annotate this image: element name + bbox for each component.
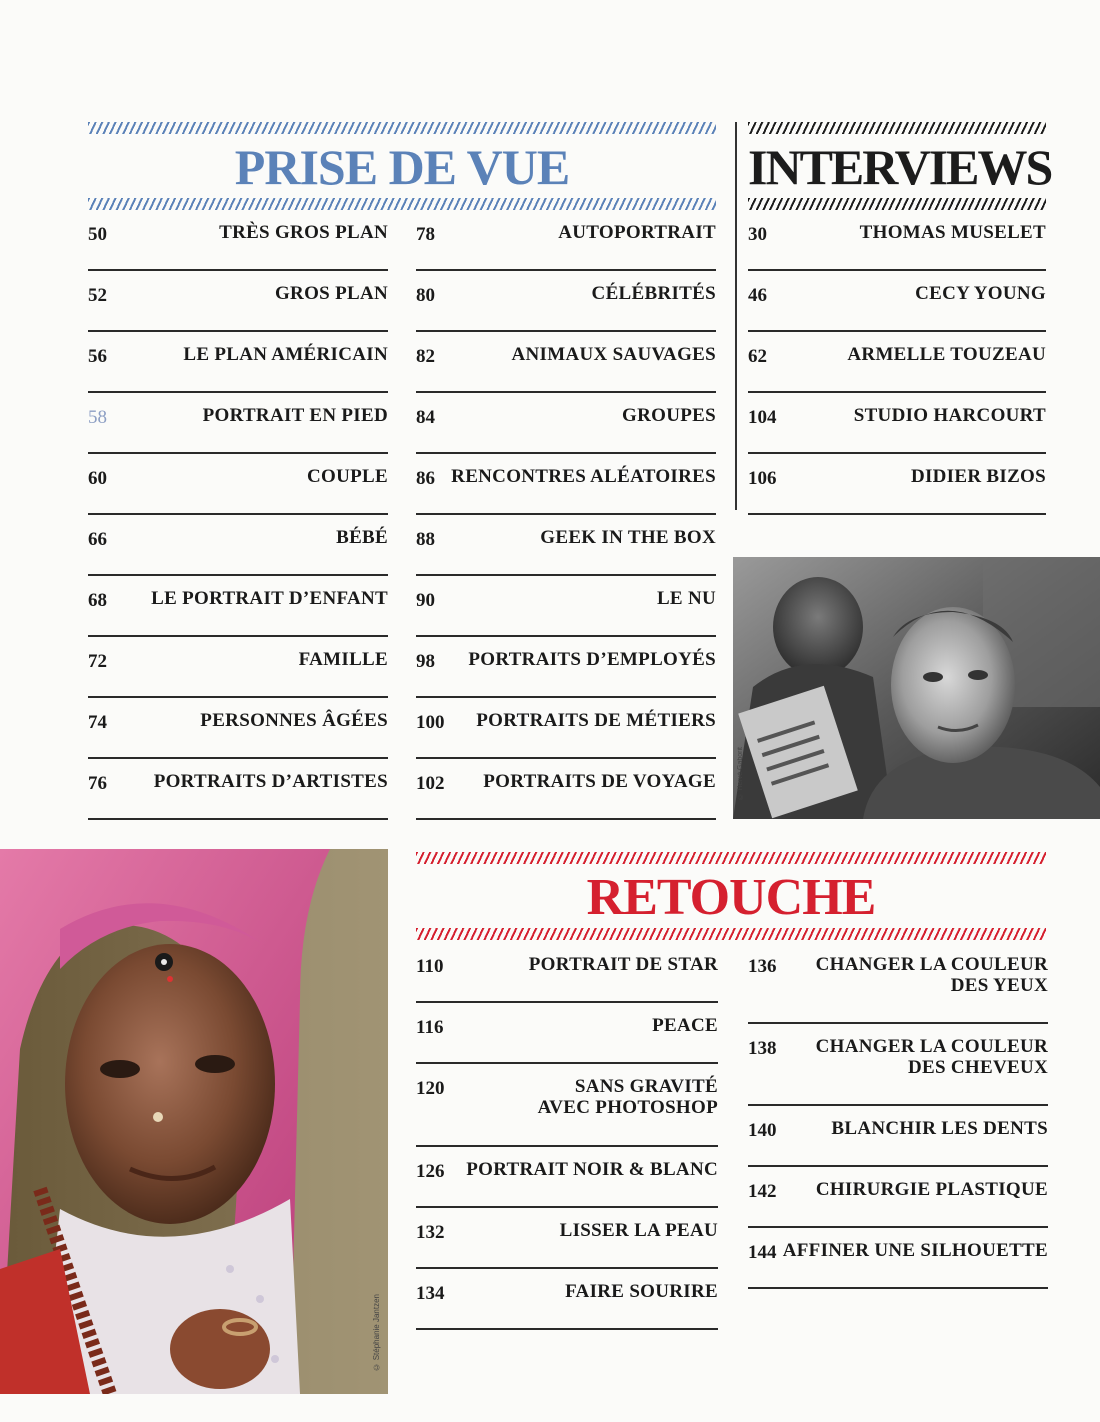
toc-entry[interactable] — [748, 210, 1046, 271]
page-number: 74 — [88, 712, 107, 733]
toc-entry[interactable] — [88, 454, 388, 515]
toc-entry[interactable] — [416, 332, 716, 393]
toc-entry[interactable] — [88, 271, 388, 332]
toc-entry[interactable] — [748, 1024, 1048, 1106]
toc-entry[interactable] — [416, 576, 716, 637]
page-number: 100 — [416, 712, 445, 733]
toc-entry[interactable] — [416, 393, 716, 454]
entry-title: ANIMAUX SAUVAGES — [511, 344, 716, 365]
prise-stripe-top — [88, 122, 716, 134]
entry-title: LISSER LA PEAU — [559, 1220, 718, 1241]
entry-title: SANS GRAVITÉ AVEC PHOTOSHOP — [537, 1076, 718, 1118]
prise-column-1 — [88, 210, 388, 820]
entry-title: COUPLE — [307, 466, 388, 487]
page-number: 78 — [416, 224, 435, 245]
toc-entry[interactable] — [748, 271, 1046, 332]
toc-entry[interactable] — [416, 759, 716, 820]
interviews-column — [748, 210, 1046, 515]
entry-title: PORTRAIT NOIR & BLANC — [466, 1159, 718, 1180]
entry-title: PORTRAITS D’EMPLOYÉS — [468, 649, 716, 670]
toc-entry[interactable] — [416, 637, 716, 698]
entry-title: PERSONNES ÂGÉES — [200, 710, 388, 731]
entry-title: DIDIER BIZOS — [910, 466, 1046, 487]
toc-entry[interactable] — [748, 393, 1046, 454]
toc-entry[interactable] — [88, 210, 388, 271]
toc-entry[interactable] — [748, 454, 1046, 515]
toc-entry[interactable] — [416, 1064, 718, 1147]
page-number: 136 — [748, 956, 777, 977]
page-number: 30 — [748, 224, 767, 245]
prise-stripe-bottom — [88, 198, 716, 210]
toc-entry[interactable] — [88, 576, 388, 637]
page-number: 82 — [416, 346, 435, 367]
page-number: 58 — [88, 407, 107, 428]
page-number: 84 — [416, 407, 435, 428]
entry-title: LE PLAN AMÉRICAIN — [183, 344, 388, 365]
toc-entry[interactable] — [88, 393, 388, 454]
entry-title: PORTRAIT EN PIED — [202, 405, 388, 426]
toc-entry[interactable] — [748, 1228, 1048, 1289]
toc-entry[interactable] — [416, 698, 716, 759]
page-number: 102 — [416, 773, 445, 794]
portrait-photo-credit: © Stéphanie Jantzen — [372, 1294, 381, 1372]
prise-column-2 — [416, 210, 716, 820]
retouche-column-2 — [748, 942, 1048, 1289]
page-number: 52 — [88, 285, 107, 306]
toc-entry[interactable] — [88, 759, 388, 820]
entry-title: CECY YOUNG — [915, 283, 1046, 304]
portrait-photo — [0, 849, 388, 1394]
page-number: 106 — [748, 468, 777, 489]
page-number: 140 — [748, 1120, 777, 1141]
entry-title: PORTRAITS DE MÉTIERS — [476, 710, 716, 731]
entry-title: CHANGER LA COULEUR DES YEUX — [815, 954, 1048, 996]
page-number: 132 — [416, 1222, 445, 1243]
toc-entry[interactable] — [748, 1106, 1048, 1167]
toc-entry[interactable] — [88, 515, 388, 576]
entry-title: LE PORTRAIT D’ENFANT — [151, 588, 388, 609]
prise-heading: PRISE DE VUE — [234, 139, 570, 195]
toc-entry[interactable] — [88, 637, 388, 698]
page-number: 46 — [748, 285, 767, 306]
entry-title: THOMAS MUSELET — [859, 222, 1046, 243]
entry-title: GROS PLAN — [274, 283, 388, 304]
interviews-stripe-top — [748, 122, 1046, 134]
page-number: 116 — [416, 1017, 444, 1038]
toc-entry[interactable] — [88, 332, 388, 393]
entry-title: PEACE — [652, 1015, 718, 1036]
entry-title: AFFINER UNE SILHOUETTE — [782, 1240, 1048, 1261]
retouche-stripe-top — [416, 852, 1046, 864]
entry-title: GEEK IN THE BOX — [540, 527, 716, 548]
toc-entry[interactable] — [748, 942, 1048, 1024]
toc-entry[interactable] — [416, 515, 716, 576]
entry-title: AUTOPORTRAIT — [558, 222, 716, 243]
studio-photo-image — [733, 557, 1100, 819]
toc-entry[interactable] — [416, 942, 718, 1003]
page-number: 98 — [416, 651, 435, 672]
page-number: 86 — [416, 468, 435, 489]
page-number: 62 — [748, 346, 767, 367]
entry-title: RENCONTRES ALÉATOIRES — [451, 466, 716, 487]
entry-title: GROUPES — [622, 405, 716, 426]
studio-photo — [733, 557, 1100, 819]
entry-title: CÉLÉBRITÉS — [591, 283, 716, 304]
toc-entry[interactable] — [748, 332, 1046, 393]
toc-entry[interactable] — [88, 698, 388, 759]
entry-title: FAIRE SOURIRE — [565, 1281, 718, 1302]
entry-title: CHANGER LA COULEUR DES CHEVEUX — [815, 1036, 1048, 1078]
page-number: 76 — [88, 773, 107, 794]
page-number: 110 — [416, 956, 444, 977]
entry-title: FAMILLE — [298, 649, 388, 670]
portrait-photo-image — [0, 849, 388, 1394]
studio-photo-credit: © Hervé Gaborit — [737, 747, 744, 800]
page-number: 144 — [748, 1242, 777, 1263]
entry-title: PORTRAITS DE VOYAGE — [483, 771, 716, 792]
page-number: 50 — [88, 224, 107, 245]
toc-entry[interactable] — [748, 1167, 1048, 1228]
entry-title: STUDIO HARCOURT — [853, 405, 1046, 426]
page-number: 88 — [416, 529, 435, 550]
column-divider — [735, 122, 737, 510]
retouche-heading: RETOUCHE — [586, 869, 876, 926]
toc-entry[interactable] — [416, 210, 716, 271]
toc-entry[interactable] — [416, 1208, 718, 1269]
page-number: 90 — [416, 590, 435, 611]
entry-title: PORTRAIT DE STAR — [528, 954, 718, 975]
retouche-column-1 — [416, 942, 718, 1330]
page-number: 104 — [748, 407, 777, 428]
entry-title: ARMELLE TOUZEAU — [847, 344, 1046, 365]
entry-title: PORTRAITS D’ARTISTES — [153, 771, 388, 792]
entry-title: LE NU — [656, 588, 716, 609]
interviews-heading: INTERVIEWS — [748, 139, 1052, 195]
toc-entry[interactable] — [416, 1003, 718, 1064]
page-number: 134 — [416, 1283, 445, 1304]
toc-entry[interactable] — [416, 454, 716, 515]
entry-title: CHIRURGIE PLASTIQUE — [815, 1179, 1048, 1200]
toc-entry[interactable] — [416, 1269, 718, 1330]
page-number: 120 — [416, 1078, 445, 1099]
entry-title: BÉBÉ — [336, 527, 388, 548]
entry-title: TRÈS GROS PLAN — [219, 222, 388, 243]
interviews-stripe-bottom — [748, 198, 1046, 210]
page-number: 66 — [88, 529, 107, 550]
entry-title: BLANCHIR LES DENTS — [831, 1118, 1048, 1139]
page-number: 126 — [416, 1161, 445, 1182]
page-number: 56 — [88, 346, 107, 367]
page-number: 60 — [88, 468, 107, 489]
page-number: 142 — [748, 1181, 777, 1202]
retouche-stripe-bottom — [416, 928, 1046, 940]
toc-entry[interactable] — [416, 271, 716, 332]
page-number: 68 — [88, 590, 107, 611]
page-number: 80 — [416, 285, 435, 306]
page-number: 72 — [88, 651, 107, 672]
page-number: 138 — [748, 1038, 777, 1059]
toc-entry[interactable] — [416, 1147, 718, 1208]
